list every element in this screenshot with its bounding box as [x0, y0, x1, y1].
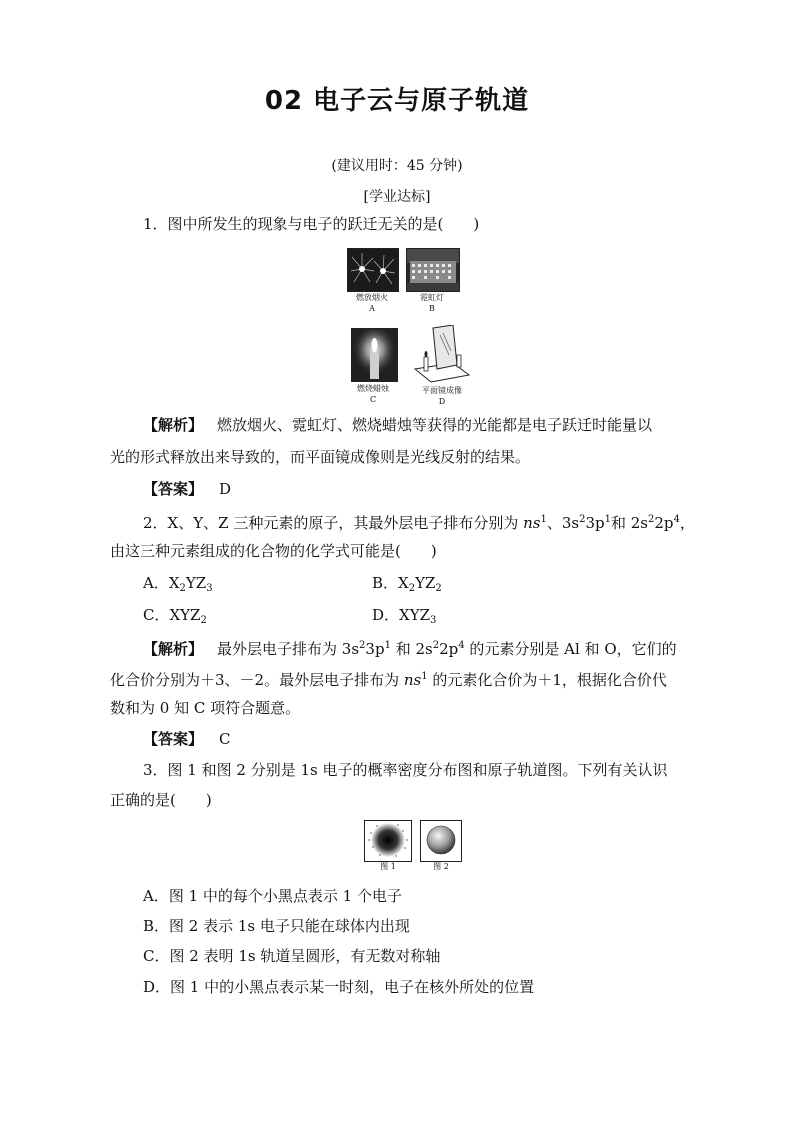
q1-figure-d [413, 325, 471, 383]
q2-sup1: 1 [540, 514, 547, 525]
q2-analysis-line2 [110, 667, 667, 690]
q3-option-a: A．图 1 中的每个小黑点表示 1 个电子 [143, 887, 402, 905]
q1-answer-line [143, 479, 231, 499]
q2-optD-pre: D．XYZ [372, 606, 431, 624]
q2-answer: C [219, 730, 231, 748]
q3-stem-line1: 3．图 1 和图 2 分别是 1s 电子的概率密度分布图和原子轨道图。下列有关认识 [143, 761, 668, 779]
q2-mid3: 和 2s [610, 514, 648, 532]
q2-optA-s1: 2 [179, 583, 186, 594]
q2-stem-pre: 2．X、Y、Z 三种元素的原子，其最外层电子排布分别为 [143, 514, 524, 532]
q1-figure-b [406, 248, 460, 292]
q1-fig-a-letter: A [369, 304, 375, 313]
q2-an1-c: 和 2s [390, 640, 433, 658]
page-title: 02 电子云与原子轨道 [264, 86, 530, 116]
orbital-sphere-image [421, 821, 461, 861]
q1-fig-c-letter: C [369, 395, 377, 404]
q2-option-a [143, 573, 213, 599]
q1-analysis-text1: 燃放烟火、霓虹灯、燃烧蜡烛等获得的光能都是电子跃迁时能量以 [217, 416, 653, 434]
q2-an1-e: 的元素分别是 Al 和 O，它们的 [464, 640, 677, 658]
q2-optC-pre: C．XYZ [143, 606, 201, 624]
q2-an2-s1: 1 [421, 671, 428, 682]
q3-option-d: D．图 1 中的小黑点表示某一时刻，电子在核外所处的位置 [143, 978, 535, 996]
q2-optD-s1: 3 [430, 615, 437, 626]
q2-mid1: 、3s [546, 514, 580, 532]
q1-fig-d-letter: D [438, 397, 446, 406]
q2-mid2: 3p [585, 514, 605, 532]
q2-sup5: 4 [673, 514, 680, 525]
q1-figure-c [351, 328, 398, 382]
q2-an1-b: 3p [365, 640, 385, 658]
q2-sup2: 2 [579, 514, 586, 525]
q2-sup4: 2 [648, 514, 655, 525]
q2-option-c [143, 605, 207, 631]
q2-analysis-line1 [143, 636, 677, 659]
q2-option-b [372, 573, 442, 599]
candle-image [352, 329, 397, 381]
q2-optB-s2: 2 [435, 583, 442, 594]
q2-mid5: ， [679, 514, 695, 532]
q2-stem-line2: 由这三种元素组成的化合物的化学式可能是( ) [110, 542, 437, 560]
q2-answer-line [143, 729, 231, 749]
q2-stem-line1 [143, 510, 695, 533]
q3-stem-line2: 正确的是( ) [110, 791, 212, 809]
q2-an1-s2: 1 [384, 640, 391, 651]
electron-cloud-image [365, 821, 411, 861]
q3-figure-2 [420, 820, 462, 871]
q1-stem: 1．图中所发生的现象与电子的跃迁无关的是( ) [143, 215, 480, 233]
q2-answer-tag: 【答案】 [143, 730, 204, 748]
q1-fig-c-name: 燃烧蜡烛 [357, 384, 389, 393]
plane-mirror-image [413, 325, 471, 383]
fireworks-image [348, 249, 398, 291]
section-heading: [学业达标] [363, 189, 431, 205]
q2-optB-pre: B．X [372, 574, 409, 592]
q2-sup3: 1 [604, 514, 611, 525]
q3-option-b: B．图 2 表示 1s 电子只能在球体内出现 [143, 917, 410, 935]
q1-answer: D [219, 480, 232, 498]
q3-fig2-label: 图 2 [433, 862, 449, 871]
q2-an1-d: 2p [439, 640, 459, 658]
q2-analysis-line3: 数和为 0 知 C 项符合题意。 [110, 699, 301, 717]
q1-analysis-line1 [143, 415, 652, 435]
q3-option-c: C．图 2 表明 1s 轨道呈圆形，有无数对称轴 [143, 947, 441, 965]
q1-fig-d-name: 平面镜成像 [422, 386, 462, 395]
q1-figure-a [347, 248, 399, 292]
q2-an1-s1: 2 [359, 640, 366, 651]
q1-fig-b-letter: B [429, 304, 435, 313]
q2-optA-pre: A．X [143, 574, 180, 592]
q1-fig-b-name: 霓虹灯 [420, 293, 444, 302]
q2-analysis-tag: 【解析】 [143, 640, 204, 658]
q1-fig-a-name: 燃放烟火 [356, 293, 388, 302]
q2-optB-mid: YZ [415, 574, 436, 592]
q1-answer-tag: 【答案】 [143, 480, 204, 498]
q2-an2-ns: ns [403, 671, 422, 689]
q2-an2-b: 的元素化合价为＋1，根据化合价代 [427, 671, 667, 689]
q2-optB-s1: 2 [408, 583, 416, 594]
q2-ns: ns [523, 514, 541, 532]
time-hint: (建议用时：45 分钟) [331, 158, 463, 174]
q2-optA-s2: 3 [206, 583, 213, 594]
q2-optA-mid: YZ [185, 574, 207, 592]
q2-optC-s1: 2 [200, 615, 207, 626]
q2-mid4: 2p [654, 514, 674, 532]
q2-option-d [372, 605, 436, 631]
q2-an2-a: 化合价分别为＋3、－2。最外层电子排布为 [110, 671, 404, 689]
q2-an1-s3: 2 [432, 640, 440, 651]
q3-figure-1 [364, 820, 412, 871]
q3-fig1-label: 图 1 [380, 862, 396, 871]
neon-building-image [407, 249, 459, 291]
q1-analysis-tag: 【解析】 [143, 416, 204, 434]
q1-analysis-line2: 光的形式释放出来导致的，而平面镜成像则是光线反射的结果。 [110, 448, 531, 466]
q2-an1-a: 最外层电子排布为 3s [217, 640, 360, 658]
q2-an1-s4: 4 [458, 640, 465, 651]
